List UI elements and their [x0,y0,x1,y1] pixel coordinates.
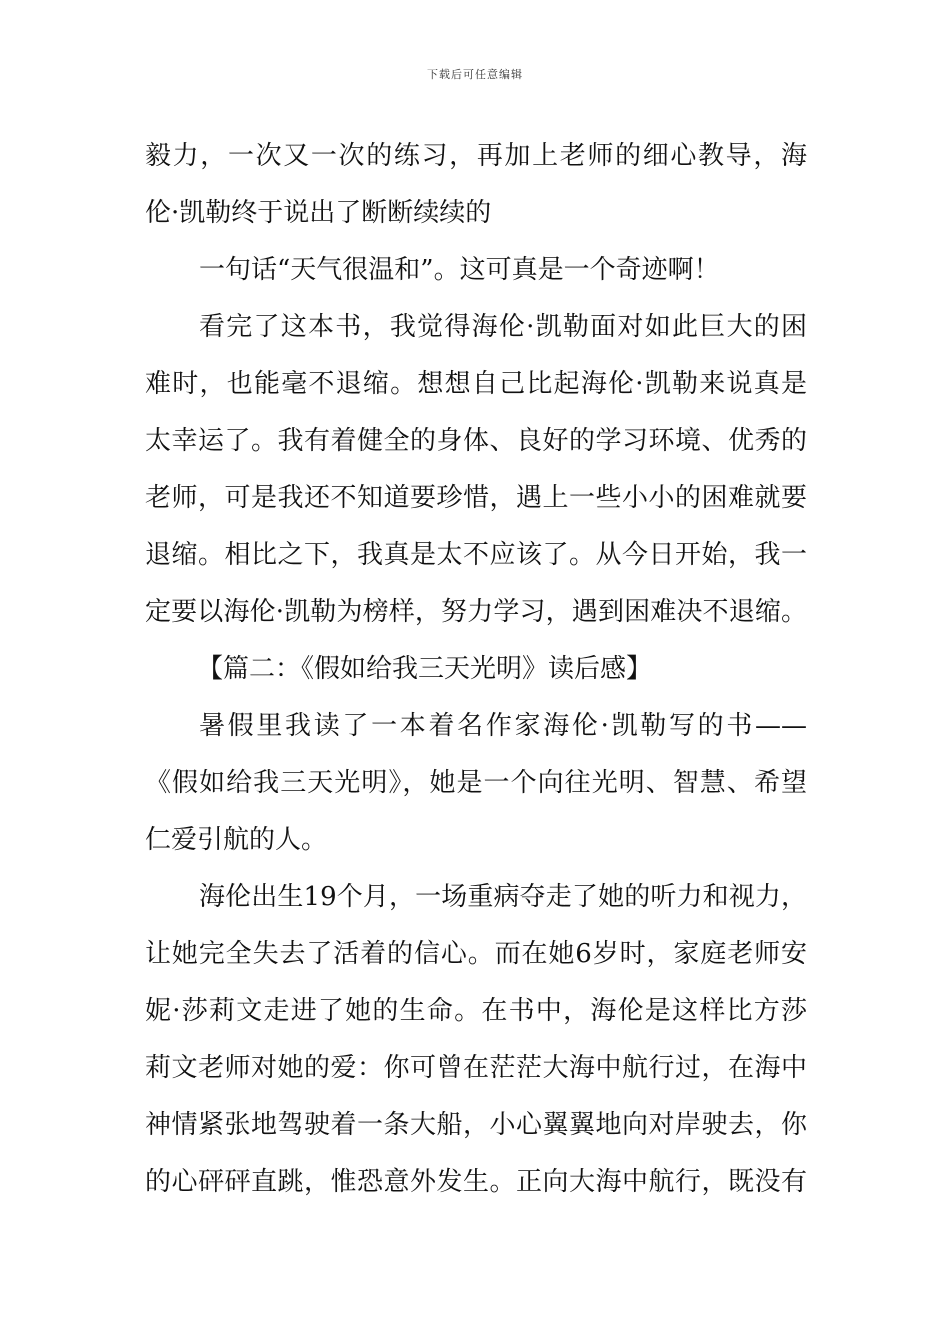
text-line-3: 一句话“天气很温和”。这可真是一个奇迹啊！ [199,255,720,285]
section-heading: 【篇二：《假如给我三天光明》读后感】 [197,654,653,684]
text-line-19: 的心砰砰直跳，惟恐意外发生。正向大海中航行，既没有 [145,1167,807,1197]
text-line-14: 海伦出生19个月，一场重病夺走了她的听力和视力， [199,882,807,912]
text-line-8: 退缩。相比之下，我真是太不应该了。从今日开始，我一 [145,540,807,570]
text-line-15: 让她完全失去了活着的信心。而在她6岁时，家庭老师安 [145,939,807,969]
text-line-6: 太幸运了。我有着健全的身体、良好的学习环境、优秀的 [145,426,807,456]
text-line-17: 莉文老师对她的爱：你可曾在茫茫大海中航行过，在海中 [145,1053,807,1083]
text-line-1: 毅力，一次又一次的练习，再加上老师的细心教导，海 [145,141,807,171]
text-line-13: 仁爱引航的人。 [145,825,328,855]
text-line-16: 妮·莎莉文走进了她的生命。在书中，海伦是这样比方莎 [145,996,807,1026]
body-text [145,128,807,1211]
text-line-9: 定要以海伦·凯勒为榜样，努力学习，遇到困难决不退缩。 [145,597,807,627]
header-note: 下载后可任意编辑 [427,68,523,81]
text-line-11: 暑假里我读了一本着名作家海伦·凯勒写的书—— [199,711,807,741]
text-line-18: 神情紧张地驾驶着一条大船，小心翼翼地向对岸驶去，你 [145,1110,807,1140]
text-line-7: 老师，可是我还不知道要珍惜，遇上一些小小的困难就要 [145,483,807,513]
text-line-12: 《假如给我三天光明》，她是一个向往光明、智慧、希望 [145,768,807,798]
text-line-2: 伦·凯勒终于说出了断断续续的 [145,198,492,228]
text-line-5: 难时，也能毫不退缩。想想自己比起海伦·凯勒来说真是 [145,369,807,399]
text-line-4: 看完了这本书，我觉得海伦·凯勒面对如此巨大的困 [199,312,807,342]
